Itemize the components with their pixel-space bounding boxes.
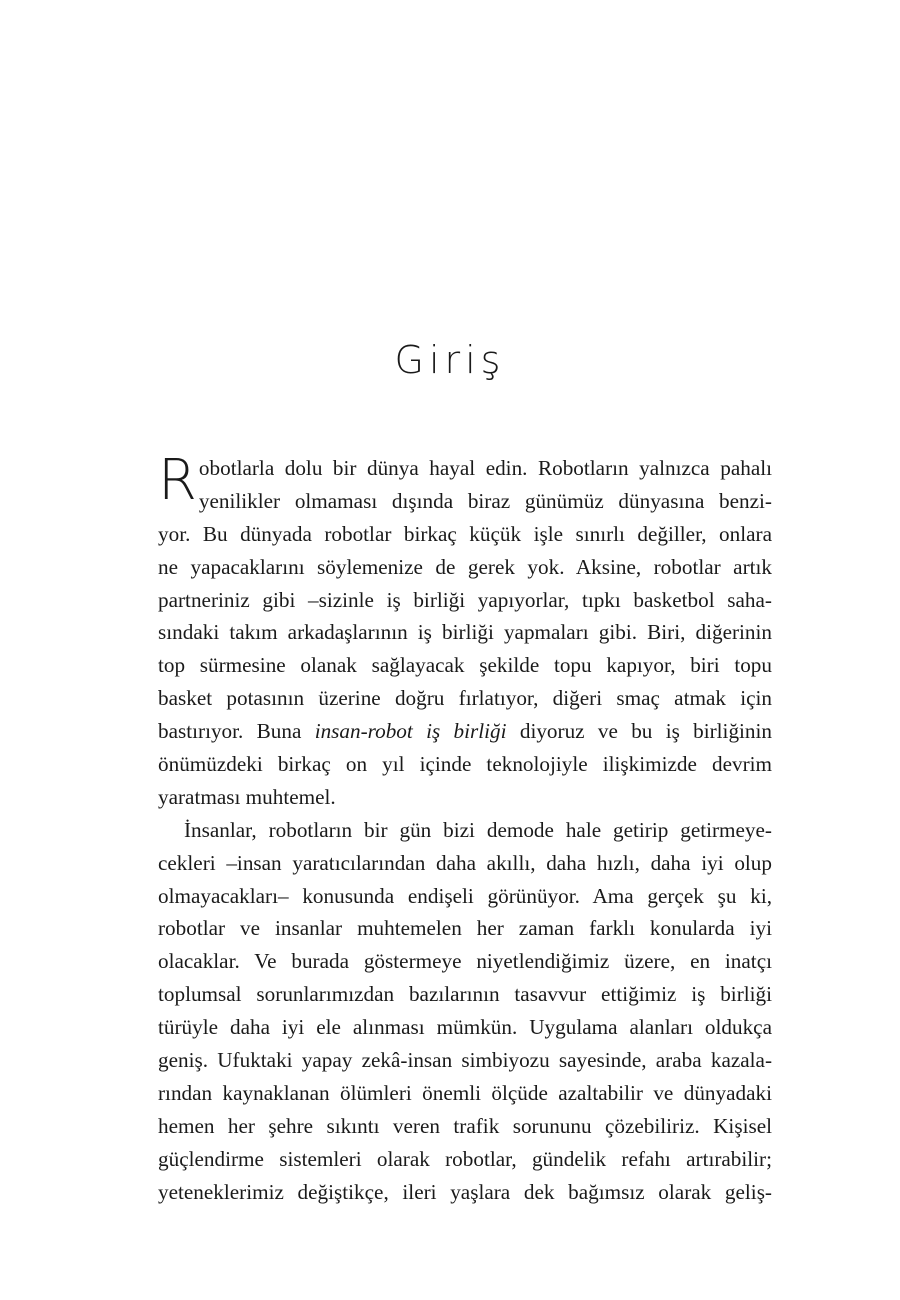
text-line: hemen her şehre sıkıntı veren trafik sorununu çözebiliriz. Kişisel: [158, 1113, 772, 1138]
text-line: yenilikler olmaması dışında biraz günümüz dünyasına benzi-: [198, 488, 772, 513]
text-line: toplumsal sorunlarımızdan bazılarının tasavvur ettiğimiz iş birliği: [158, 982, 772, 1007]
text-line: partneriniz gibi –sizinle iş birliği yapıyorlar, tıpkı basketbol saha-: [158, 587, 772, 612]
text-line: top sürmesine olanak sağlayacak şekilde topu kapıyor, biri topu: [158, 653, 772, 678]
text-line: cekleri –insan yaratıcılarından daha akıllı, daha hızlı, daha iyi olup: [158, 850, 772, 875]
text-line: rından kaynaklanan ölümleri önemli ölçüde azaltabilir ve dünyadaki: [158, 1080, 772, 1105]
text-line: obotlarla dolu bir dünya hayal edin. Robotların yalnızca pahalı: [198, 456, 772, 480]
text-line-with-italic: [158, 715, 772, 748]
text-line: sındaki takım arkadaşlarının iş birliği yapmaları gibi. Biri, diğerinin: [158, 620, 772, 645]
text-line: yeteneklerimiz değiştikçe, ileri yaşlara dek bağımsız olarak geliş-: [158, 1179, 772, 1204]
text-segment: bastırıyor. Buna: [158, 719, 315, 744]
text-line: İnsanlar, robotların bir gün bizi demode hale getirip getirmeye-: [184, 817, 772, 842]
chapter-title: Giriş: [394, 338, 506, 382]
text-line: önümüzdeki birkaç on yıl içinde teknolojiyle ilişkimizde devrim: [158, 752, 772, 777]
text-line: geniş. Ufuktaki yapay zekâ-insan simbiyozu sayesinde, araba kazala-: [158, 1048, 772, 1073]
text-line: güçlendirme sistemleri olarak robotlar, gündelik refahı artırabilir;: [158, 1146, 772, 1171]
text-line: olacaklar. Ve burada göstermeye niyetlendiğimiz üzere, en inatçı: [158, 949, 772, 974]
text-line: türüyle daha iyi ele alınması mümkün. Uygulama alanları oldukça: [158, 1015, 772, 1040]
text-line: olmayacakları– konusunda endişeli görünüyor. Ama gerçek şu ki,: [158, 883, 772, 908]
text-line: yaratması muhtemel.: [158, 784, 336, 809]
text-line: basket potasının üzerine doğru fırlatıyor, diğeri smaç atmak için: [158, 686, 772, 711]
drop-cap: R: [158, 448, 197, 513]
paragraph-1: [158, 448, 772, 814]
body-text: [158, 448, 772, 1208]
text-line: yor. Bu dünyada robotlar birkaç küçük işle sınırlı değiller, onlara: [158, 521, 772, 546]
text-line: ne yapacaklarını söylemenize de gerek yok. Aksine, robotlar artık: [158, 554, 772, 579]
text-line: robotlar ve insanlar muhtemelen her zaman farklı konularda iyi: [158, 916, 772, 941]
paragraph-2: [158, 814, 772, 1209]
text-segment: diyoruz ve bu iş birliğinin: [506, 719, 772, 744]
italic-term: insan-robot iş birliği: [314, 719, 507, 744]
